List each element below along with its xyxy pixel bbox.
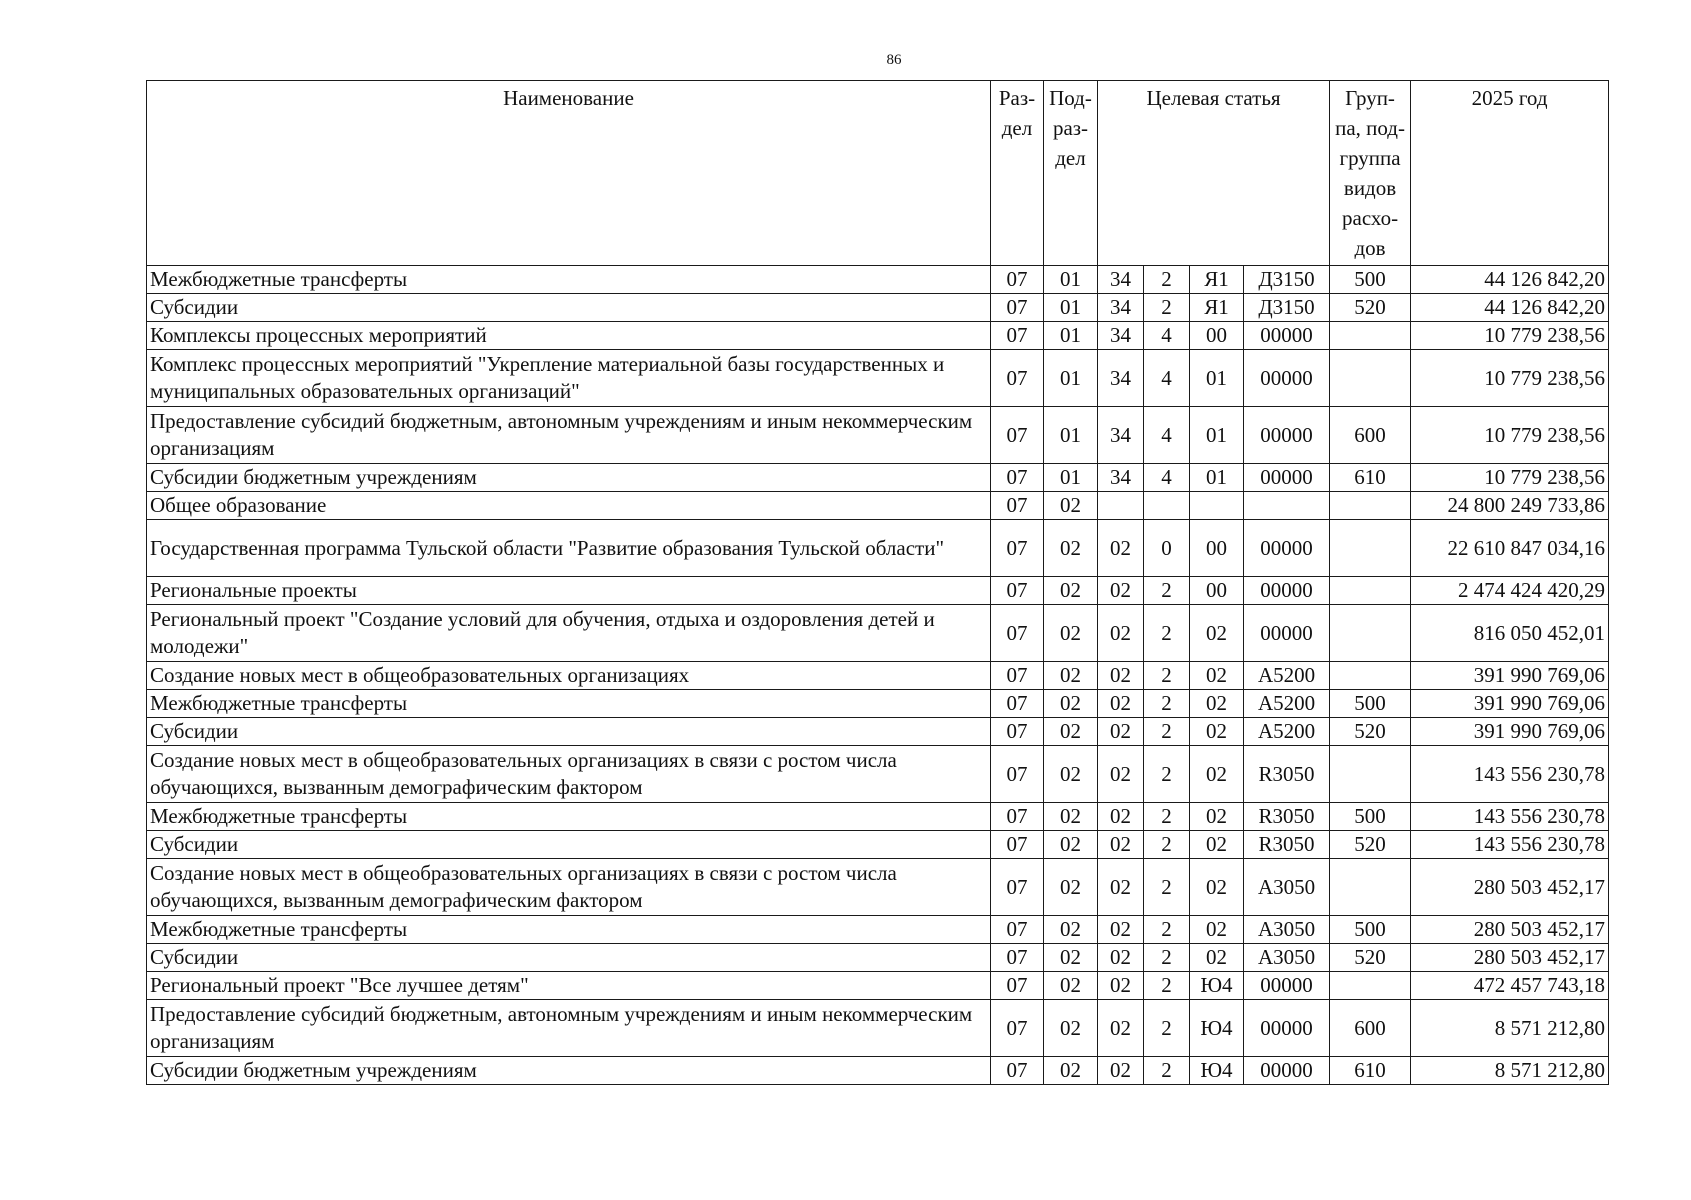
row-razdel: 07 xyxy=(991,407,1044,464)
row-target-type: 2 xyxy=(1144,266,1190,294)
row-razdel: 07 xyxy=(991,972,1044,1000)
row-razdel: 07 xyxy=(991,718,1044,746)
row-target-structure: 02 xyxy=(1190,746,1244,803)
row-name: Создание новых мест в общеобразовательных организациях в связи с ростом числа обучающихся, вызванным демографическим фактором xyxy=(147,746,991,803)
row-target-direction: 00000 xyxy=(1244,1057,1330,1085)
row-target-type: 2 xyxy=(1144,831,1190,859)
row-amount: 2 474 424 420,29 xyxy=(1411,577,1609,605)
row-amount: 280 503 452,17 xyxy=(1411,916,1609,944)
row-name: Общее образование xyxy=(147,492,991,520)
table-row xyxy=(147,577,1609,605)
header-subsection: Под- раз- дел xyxy=(1044,81,1098,266)
row-target-structure: Ю4 xyxy=(1190,1000,1244,1057)
row-target-program: 02 xyxy=(1098,859,1144,916)
row-amount: 391 990 769,06 xyxy=(1411,718,1609,746)
row-target-direction: 00000 xyxy=(1244,520,1330,577)
row-podrazdel: 02 xyxy=(1044,577,1098,605)
row-name: Межбюджетные трансферты xyxy=(147,690,991,718)
row-target-type: 2 xyxy=(1144,803,1190,831)
row-name: Субсидии xyxy=(147,294,991,322)
row-name: Создание новых мест в общеобразовательных организациях в связи с ростом числа обучающихся, вызванным демографическим фактором xyxy=(147,859,991,916)
row-target-program: 02 xyxy=(1098,690,1144,718)
row-amount: 22 610 847 034,16 xyxy=(1411,520,1609,577)
row-target-structure: 00 xyxy=(1190,577,1244,605)
row-amount: 10 779 238,56 xyxy=(1411,350,1609,407)
row-amount: 44 126 842,20 xyxy=(1411,266,1609,294)
row-target-direction: 00000 xyxy=(1244,605,1330,662)
row-razdel: 07 xyxy=(991,322,1044,350)
row-expense-group xyxy=(1330,859,1411,916)
row-target-program: 02 xyxy=(1098,605,1144,662)
table-row xyxy=(147,662,1609,690)
table-row xyxy=(147,294,1609,322)
row-name: Субсидии бюджетным учреждениям xyxy=(147,1057,991,1085)
row-target-program: 02 xyxy=(1098,916,1144,944)
row-podrazdel: 02 xyxy=(1044,662,1098,690)
row-target-program: 34 xyxy=(1098,407,1144,464)
row-amount: 816 050 452,01 xyxy=(1411,605,1609,662)
table-row xyxy=(147,831,1609,859)
row-target-structure: 02 xyxy=(1190,690,1244,718)
row-razdel: 07 xyxy=(991,916,1044,944)
table-row xyxy=(147,407,1609,464)
row-target-program: 34 xyxy=(1098,350,1144,407)
row-target-structure: 00 xyxy=(1190,520,1244,577)
table-row xyxy=(147,803,1609,831)
row-target-program: 02 xyxy=(1098,944,1144,972)
row-target-direction: 00000 xyxy=(1244,1000,1330,1057)
row-target-direction: 00000 xyxy=(1244,577,1330,605)
header-row xyxy=(147,81,1609,266)
table-row xyxy=(147,1057,1609,1085)
row-target-type: 2 xyxy=(1144,859,1190,916)
row-target-direction: А3050 xyxy=(1244,944,1330,972)
row-podrazdel: 02 xyxy=(1044,718,1098,746)
row-amount: 44 126 842,20 xyxy=(1411,294,1609,322)
row-podrazdel: 02 xyxy=(1044,803,1098,831)
row-target-program: 34 xyxy=(1098,266,1144,294)
row-expense-group: 500 xyxy=(1330,916,1411,944)
budget-table xyxy=(146,80,1609,1085)
row-name: Предоставление субсидий бюджетным, автономным учреждениям и иным некоммерческим организациям xyxy=(147,407,991,464)
row-razdel: 07 xyxy=(991,1057,1044,1085)
row-amount: 24 800 249 733,86 xyxy=(1411,492,1609,520)
row-target-type: 2 xyxy=(1144,662,1190,690)
row-target-type: 2 xyxy=(1144,944,1190,972)
table-row xyxy=(147,1000,1609,1057)
table-row xyxy=(147,520,1609,577)
table-row xyxy=(147,492,1609,520)
row-podrazdel: 01 xyxy=(1044,266,1098,294)
row-target-type: 2 xyxy=(1144,605,1190,662)
row-expense-group: 520 xyxy=(1330,831,1411,859)
table-row xyxy=(147,746,1609,803)
row-amount: 8 571 212,80 xyxy=(1411,1000,1609,1057)
row-target-direction xyxy=(1244,492,1330,520)
row-amount: 10 779 238,56 xyxy=(1411,322,1609,350)
row-target-direction: А3050 xyxy=(1244,859,1330,916)
row-razdel: 07 xyxy=(991,746,1044,803)
row-expense-group xyxy=(1330,577,1411,605)
table-row xyxy=(147,972,1609,1000)
row-target-program: 02 xyxy=(1098,520,1144,577)
row-target-type: 2 xyxy=(1144,1000,1190,1057)
row-expense-group: 610 xyxy=(1330,1057,1411,1085)
header-name: Наименование xyxy=(147,81,991,266)
row-podrazdel: 02 xyxy=(1044,746,1098,803)
row-amount: 143 556 230,78 xyxy=(1411,831,1609,859)
row-target-structure xyxy=(1190,492,1244,520)
table-row xyxy=(147,916,1609,944)
row-target-direction: 00000 xyxy=(1244,972,1330,1000)
row-expense-group: 600 xyxy=(1330,1000,1411,1057)
row-target-type: 2 xyxy=(1144,577,1190,605)
row-target-program: 02 xyxy=(1098,831,1144,859)
row-target-type: 2 xyxy=(1144,916,1190,944)
row-amount: 472 457 743,18 xyxy=(1411,972,1609,1000)
row-target-structure: 02 xyxy=(1190,944,1244,972)
row-expense-group xyxy=(1330,350,1411,407)
row-target-type: 4 xyxy=(1144,407,1190,464)
table-row xyxy=(147,690,1609,718)
row-target-structure: 01 xyxy=(1190,464,1244,492)
row-expense-group xyxy=(1330,322,1411,350)
row-razdel: 07 xyxy=(991,831,1044,859)
row-razdel: 07 xyxy=(991,944,1044,972)
row-podrazdel: 02 xyxy=(1044,1057,1098,1085)
table-row xyxy=(147,464,1609,492)
row-podrazdel: 01 xyxy=(1044,464,1098,492)
row-target-direction: Д3150 xyxy=(1244,294,1330,322)
row-razdel: 07 xyxy=(991,803,1044,831)
row-target-direction: R3050 xyxy=(1244,746,1330,803)
row-amount: 10 779 238,56 xyxy=(1411,407,1609,464)
row-target-type: 4 xyxy=(1144,322,1190,350)
row-name: Межбюджетные трансферты xyxy=(147,916,991,944)
row-target-structure: 00 xyxy=(1190,322,1244,350)
row-name: Межбюджетные трансферты xyxy=(147,266,991,294)
row-target-direction: 00000 xyxy=(1244,407,1330,464)
row-podrazdel: 01 xyxy=(1044,407,1098,464)
row-razdel: 07 xyxy=(991,492,1044,520)
row-razdel: 07 xyxy=(991,520,1044,577)
row-expense-group xyxy=(1330,492,1411,520)
table-row xyxy=(147,605,1609,662)
row-razdel: 07 xyxy=(991,266,1044,294)
row-target-structure: 02 xyxy=(1190,662,1244,690)
row-expense-group: 520 xyxy=(1330,718,1411,746)
row-target-type: 2 xyxy=(1144,746,1190,803)
row-expense-group xyxy=(1330,662,1411,690)
row-target-type: 4 xyxy=(1144,464,1190,492)
row-target-type xyxy=(1144,492,1190,520)
table-row xyxy=(147,322,1609,350)
row-target-program: 02 xyxy=(1098,718,1144,746)
header-year: 2025 год xyxy=(1411,81,1609,266)
row-name: Субсидии xyxy=(147,831,991,859)
row-target-direction: R3050 xyxy=(1244,803,1330,831)
row-razdel: 07 xyxy=(991,662,1044,690)
row-target-program xyxy=(1098,492,1144,520)
row-expense-group xyxy=(1330,746,1411,803)
row-target-structure: 02 xyxy=(1190,916,1244,944)
row-amount: 391 990 769,06 xyxy=(1411,690,1609,718)
row-target-structure: Я1 xyxy=(1190,266,1244,294)
row-razdel: 07 xyxy=(991,1000,1044,1057)
row-target-type: 0 xyxy=(1144,520,1190,577)
row-name: Субсидии xyxy=(147,718,991,746)
row-target-program: 34 xyxy=(1098,294,1144,322)
row-name: Субсидии xyxy=(147,944,991,972)
row-name: Региональный проект "Создание условий для обучения, отдыха и оздоровления детей и молодежи" xyxy=(147,605,991,662)
row-target-program: 02 xyxy=(1098,662,1144,690)
row-expense-group xyxy=(1330,605,1411,662)
row-expense-group: 500 xyxy=(1330,266,1411,294)
table-row xyxy=(147,266,1609,294)
row-podrazdel: 02 xyxy=(1044,520,1098,577)
row-razdel: 07 xyxy=(991,859,1044,916)
row-podrazdel: 02 xyxy=(1044,492,1098,520)
row-target-type: 2 xyxy=(1144,972,1190,1000)
row-amount: 391 990 769,06 xyxy=(1411,662,1609,690)
row-amount: 10 779 238,56 xyxy=(1411,464,1609,492)
row-name: Региональные проекты xyxy=(147,577,991,605)
row-podrazdel: 02 xyxy=(1044,916,1098,944)
row-target-direction: 00000 xyxy=(1244,322,1330,350)
row-podrazdel: 02 xyxy=(1044,831,1098,859)
row-target-program: 34 xyxy=(1098,464,1144,492)
row-expense-group: 600 xyxy=(1330,407,1411,464)
row-podrazdel: 01 xyxy=(1044,322,1098,350)
row-target-type: 2 xyxy=(1144,1057,1190,1085)
row-target-direction: А3050 xyxy=(1244,916,1330,944)
row-target-direction: А5200 xyxy=(1244,662,1330,690)
header-section: Раз- дел xyxy=(991,81,1044,266)
row-target-structure: Ю4 xyxy=(1190,972,1244,1000)
row-name: Создание новых мест в общеобразовательных организациях xyxy=(147,662,991,690)
row-amount: 143 556 230,78 xyxy=(1411,803,1609,831)
table-row xyxy=(147,718,1609,746)
row-name: Межбюджетные трансферты xyxy=(147,803,991,831)
row-target-direction: А5200 xyxy=(1244,690,1330,718)
row-target-direction: 00000 xyxy=(1244,350,1330,407)
row-podrazdel: 02 xyxy=(1044,605,1098,662)
row-expense-group xyxy=(1330,520,1411,577)
table-row xyxy=(147,350,1609,407)
row-expense-group: 520 xyxy=(1330,294,1411,322)
row-razdel: 07 xyxy=(991,294,1044,322)
row-target-program: 34 xyxy=(1098,322,1144,350)
row-target-direction: 00000 xyxy=(1244,464,1330,492)
row-podrazdel: 02 xyxy=(1044,944,1098,972)
row-target-direction: А5200 xyxy=(1244,718,1330,746)
row-amount: 280 503 452,17 xyxy=(1411,859,1609,916)
row-target-program: 02 xyxy=(1098,803,1144,831)
row-target-structure: 02 xyxy=(1190,859,1244,916)
row-target-program: 02 xyxy=(1098,746,1144,803)
page-number: 86 xyxy=(886,52,902,68)
row-name: Региональный проект "Все лучшее детям" xyxy=(147,972,991,1000)
row-amount: 143 556 230,78 xyxy=(1411,746,1609,803)
row-target-type: 2 xyxy=(1144,718,1190,746)
row-target-program: 02 xyxy=(1098,1000,1144,1057)
row-podrazdel: 02 xyxy=(1044,1000,1098,1057)
row-podrazdel: 02 xyxy=(1044,859,1098,916)
row-razdel: 07 xyxy=(991,350,1044,407)
row-name: Комплекс процессных мероприятий "Укрепление материальной базы государственных и муниципальных образовательных организаций" xyxy=(147,350,991,407)
row-target-direction: Д3150 xyxy=(1244,266,1330,294)
row-target-structure: 02 xyxy=(1190,718,1244,746)
row-expense-group: 500 xyxy=(1330,690,1411,718)
row-target-program: 02 xyxy=(1098,1057,1144,1085)
row-target-structure: 02 xyxy=(1190,831,1244,859)
row-target-program: 02 xyxy=(1098,577,1144,605)
row-podrazdel: 02 xyxy=(1044,690,1098,718)
table-body xyxy=(147,266,1609,1085)
row-amount: 280 503 452,17 xyxy=(1411,944,1609,972)
row-target-program: 02 xyxy=(1098,972,1144,1000)
row-expense-group: 520 xyxy=(1330,944,1411,972)
row-expense-group xyxy=(1330,972,1411,1000)
row-podrazdel: 01 xyxy=(1044,350,1098,407)
row-target-type: 2 xyxy=(1144,294,1190,322)
row-amount: 8 571 212,80 xyxy=(1411,1057,1609,1085)
table-row xyxy=(147,859,1609,916)
row-target-structure: Ю4 xyxy=(1190,1057,1244,1085)
row-target-structure: 01 xyxy=(1190,350,1244,407)
row-expense-group: 610 xyxy=(1330,464,1411,492)
row-target-structure: 01 xyxy=(1190,407,1244,464)
header-expense-group: Груп- па, под- группа видов расхо- дов xyxy=(1330,81,1411,266)
row-target-type: 2 xyxy=(1144,690,1190,718)
row-name: Государственная программа Тульской области "Развитие образования Тульской области" xyxy=(147,520,991,577)
row-name: Субсидии бюджетным учреждениям xyxy=(147,464,991,492)
row-razdel: 07 xyxy=(991,605,1044,662)
header-target-article: Целевая статья xyxy=(1098,81,1330,266)
row-target-structure: 02 xyxy=(1190,803,1244,831)
row-target-direction: R3050 xyxy=(1244,831,1330,859)
row-podrazdel: 01 xyxy=(1044,294,1098,322)
row-name: Предоставление субсидий бюджетным, автономным учреждениям и иным некоммерческим организациям xyxy=(147,1000,991,1057)
table-row xyxy=(147,944,1609,972)
row-target-structure: Я1 xyxy=(1190,294,1244,322)
row-target-type: 4 xyxy=(1144,350,1190,407)
row-name: Комплексы процессных мероприятий xyxy=(147,322,991,350)
row-razdel: 07 xyxy=(991,577,1044,605)
row-razdel: 07 xyxy=(991,464,1044,492)
row-expense-group: 500 xyxy=(1330,803,1411,831)
row-razdel: 07 xyxy=(991,690,1044,718)
row-target-structure: 02 xyxy=(1190,605,1244,662)
row-podrazdel: 02 xyxy=(1044,972,1098,1000)
